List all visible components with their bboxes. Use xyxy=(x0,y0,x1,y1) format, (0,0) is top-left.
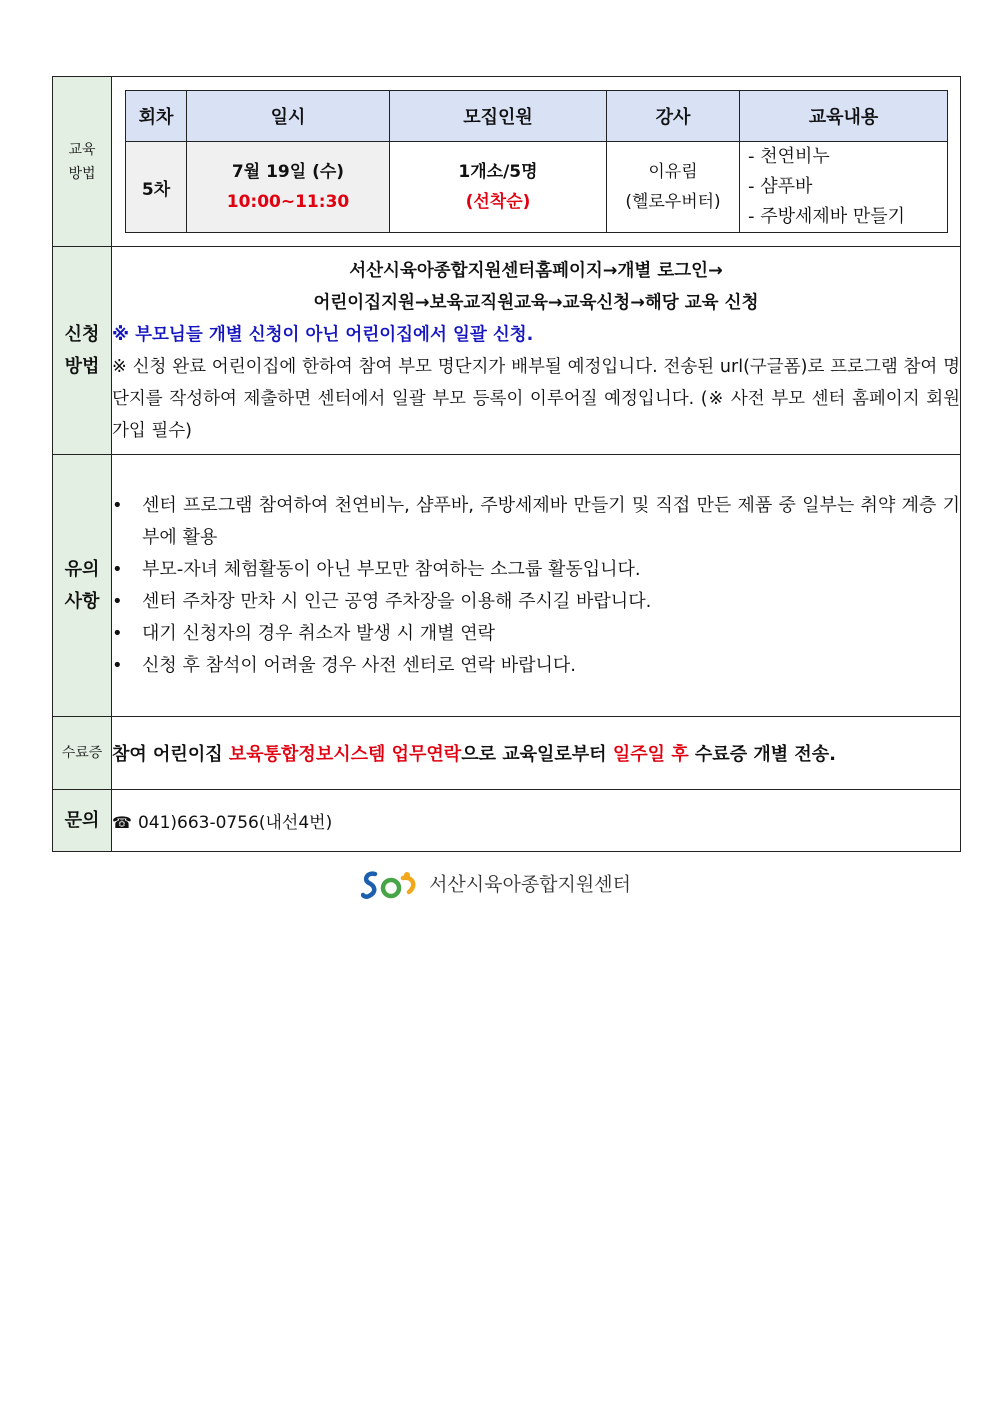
topics-list xyxy=(740,142,947,232)
center-logo-icon xyxy=(361,868,419,902)
phone-icon: ☎ xyxy=(112,813,132,832)
header-topics: 교육내용 xyxy=(740,91,948,142)
apply-line-1: 서산시육아종합지원센터홈페이지→개별 로그인→ xyxy=(349,260,723,281)
notes-list xyxy=(112,490,960,682)
cert-part-4: 일주일 후 xyxy=(612,744,689,765)
capacity-text: 1개소/5명 xyxy=(458,162,538,182)
cert-part-1: 참여 어린이집 xyxy=(112,744,229,765)
cert-part-2: 보육통합정보시스템 업무연락 xyxy=(228,744,462,765)
notes-label xyxy=(53,455,112,717)
topic-item: - 주방세제바 만들기 xyxy=(748,202,947,232)
cert-content xyxy=(112,717,961,790)
time-text: 10:00~11:30 xyxy=(226,192,350,212)
footer xyxy=(0,868,992,902)
schedule-table xyxy=(125,90,948,233)
apply-label-text: 신청 방법 xyxy=(64,323,100,377)
cert-part-3: 으로 교육일로부터 xyxy=(461,744,613,765)
topics-cell xyxy=(740,142,948,233)
header-date: 일시 xyxy=(187,91,390,142)
apply-line-2: 어린이집지원→보육교직원교육→교육신청→해당 교육 신청 xyxy=(313,292,759,313)
apply-content xyxy=(112,247,961,455)
note-item: • 센터 주차장 만차 시 인근 공영 주차장을 이용해 주시길 바랍니다. xyxy=(112,586,960,618)
capacity-cell xyxy=(390,142,607,233)
cert-label-text: 수료증 xyxy=(61,745,103,761)
schedule-header-row xyxy=(126,91,948,142)
contact-label-text: 문의 xyxy=(64,809,100,831)
apply-paragraph: ※ 신청 완료 어린이집에 한하여 참여 부모 명단지가 배부될 예정입니다. 전송된 url(구글폼)로 프로그램 참여 명단지를 작성하여 제출하면 센터에서 일괄 부모 등록이 이루어질 예정입니다. (※ 사전 부모 센터 홈페이지 회원가입 필수) xyxy=(112,356,960,441)
header-session: 회차 xyxy=(126,91,187,142)
contact-content xyxy=(112,790,961,852)
schedule-row xyxy=(126,142,948,233)
note-item: • 대기 신청자의 경우 취소자 발생 시 개별 연락 xyxy=(112,618,960,650)
note-item: • 센터 프로그램 참여하여 천연비누, 샴푸바, 주방세제바 만들기 및 직접 만든 제품 중 일부는 취약 계층 기부에 활용 xyxy=(112,490,960,554)
instructor-name: 이유림 xyxy=(648,162,698,182)
header-instructor: 강사 xyxy=(607,91,740,142)
method-content xyxy=(112,77,961,247)
notes-content xyxy=(112,455,961,717)
contact-label xyxy=(53,790,112,852)
org-name: 서산시육아종합지원센터 xyxy=(429,873,631,896)
header-capacity: 모집인원 xyxy=(390,91,607,142)
method-label xyxy=(53,77,112,247)
apply-label xyxy=(53,247,112,455)
apply-notice: ※ 부모님들 개별 신청이 아닌 어린이집에서 일괄 신청. xyxy=(112,324,534,345)
notes-label-text: 유의 사항 xyxy=(64,558,100,612)
instructor-org: (헬로우버터) xyxy=(625,192,721,212)
date-cell xyxy=(187,142,390,233)
contact-phone: 041)663-0756(내선4번) xyxy=(137,813,333,833)
topic-item: - 천연비누 xyxy=(748,142,947,172)
method-label-text: 교육 방법 xyxy=(68,141,96,182)
date-text: 7월 19일 (수) xyxy=(231,162,345,182)
cert-label xyxy=(53,717,112,790)
instructor-cell xyxy=(607,142,740,233)
note-item: • 신청 후 참석이 어려울 경우 사전 센터로 연락 바랍니다. xyxy=(112,650,960,682)
capacity-note: (선착순) xyxy=(465,192,531,212)
topic-item: - 샴푸바 xyxy=(748,172,947,202)
cert-part-5: 수료증 개별 전송. xyxy=(688,744,837,765)
note-item: • 부모-자녀 체험활동이 아닌 부모만 참여하는 소그룹 활동입니다. xyxy=(112,554,960,586)
education-info-table xyxy=(52,76,961,852)
session-cell: 5차 xyxy=(126,142,187,233)
